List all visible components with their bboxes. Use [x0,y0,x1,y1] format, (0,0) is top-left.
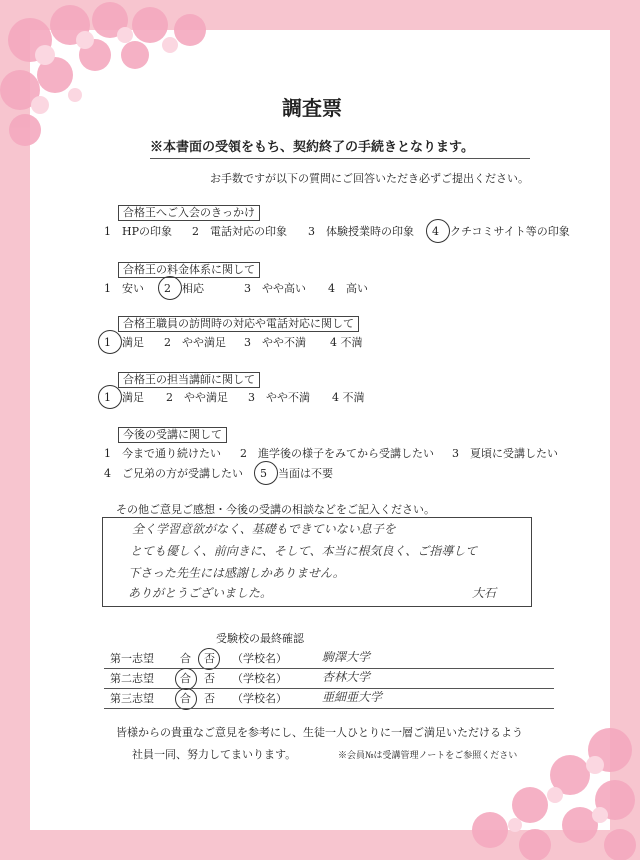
q4-option: 1 満足 [104,391,144,404]
answer-circle [426,219,450,243]
fail-mark: 否 [204,692,215,705]
q1-option: 1 HPの印象 [104,225,172,238]
q3-heading: 合格王職員の訪問時の対応や電話対応に関して [118,316,359,332]
school-label: （学校名） [232,692,287,705]
comment-line: ありがとうございました。 [128,586,273,600]
pass-mark: 合 [180,692,191,705]
comment-line: 全く学習意欲がなく、基礎もできていない息子を [132,522,396,536]
comments-label: その他ご意見ご感想・今後の受講の相談などをご記入ください。 [116,503,435,516]
school-label: （学校名） [232,672,287,685]
q4-option: 3 やや不満 [248,391,310,404]
choice-label: 第一志望 [110,652,154,665]
choice-label: 第二志望 [110,672,154,685]
subtitle-underline [150,158,530,159]
q5-heading: 今後の受講に関して [118,427,227,443]
school-name: 駒澤大学 [322,650,371,664]
answer-circle [254,461,278,485]
q4-heading: 合格王の担当講師に関して [118,372,260,388]
row-underline [104,708,554,709]
q5-option: 3 夏頃に受講したい [452,447,558,460]
pass-mark: 合 [180,652,191,665]
q4-option: 4 不満 [332,391,365,404]
q1-option: 4 クチコミサイト等の印象 [432,225,570,238]
q5-option: 5 当面は不要 [260,467,333,480]
confirm-heading: 受験校の最終確認 [216,632,304,645]
q1-heading: 合格王へご入会のきっかけ [118,205,260,221]
school-name: 亜細亜大学 [322,690,383,704]
q4-option: 2 やや満足 [166,391,228,404]
q5-option: 2 進学後の様子をみてから受講したい [240,447,434,460]
fail-mark: 否 [204,652,215,665]
signature: 大石 [472,586,497,600]
q3-option: 2 やや満足 [164,336,226,349]
q1-option: 2 電話対応の印象 [192,225,287,238]
choice-label: 第三志望 [110,692,154,705]
fail-mark: 否 [204,672,215,685]
page-title: 調査票 [282,96,342,120]
answer-circle [175,668,197,690]
q3-option: 4 不満 [330,336,363,349]
q2-option: 1 安い [104,282,144,295]
comment-line: とても優しく、前向きに、そして、本当に根気良く、ご指導して [130,544,478,558]
q2-heading: 合格王の料金体系に関して [118,262,260,278]
instruction-text: お手数ですが以下の質問にご回答いただき必ずご提出ください。 [210,172,529,185]
answer-circle [98,330,122,354]
answer-circle [198,648,220,670]
q5-option: 4 ご兄弟の方が受講したい [104,467,243,480]
footer-text: 社員一同、努力してまいります。 [132,748,297,761]
cherry-blossom-top-left [0,0,230,150]
q2-option: 3 やや高い [244,282,306,295]
subtitle: ※本書面の受領をもち、契約終了の手続きとなります。 [150,140,474,155]
cherry-blossom-bottom-right [430,720,640,860]
q3-option: 3 やや不満 [244,336,306,349]
q2-option: 2 相応 [164,282,204,295]
q3-option: 1 満足 [104,336,144,349]
pass-mark: 合 [180,672,191,685]
school-name: 杏林大学 [322,670,371,684]
member-note: ※会員№は受講管理ノートをご参照ください [338,751,518,761]
comment-line: 下さった先生には感謝しかありません。 [128,566,345,580]
q1-option: 3 体験授業時の印象 [308,225,414,238]
row-underline [104,668,554,669]
q5-option: 1 今まで通り続けたい [104,447,221,460]
answer-circle [98,385,122,409]
q2-option: 4 高い [328,282,368,295]
answer-circle [158,276,182,300]
answer-circle [175,688,197,710]
school-label: （学校名） [232,652,287,665]
row-underline [104,688,554,689]
footer-text: 皆様からの貴重なご意見を参考にし、生徒一人ひとりに一層ご満足いただけるよう [116,726,523,739]
